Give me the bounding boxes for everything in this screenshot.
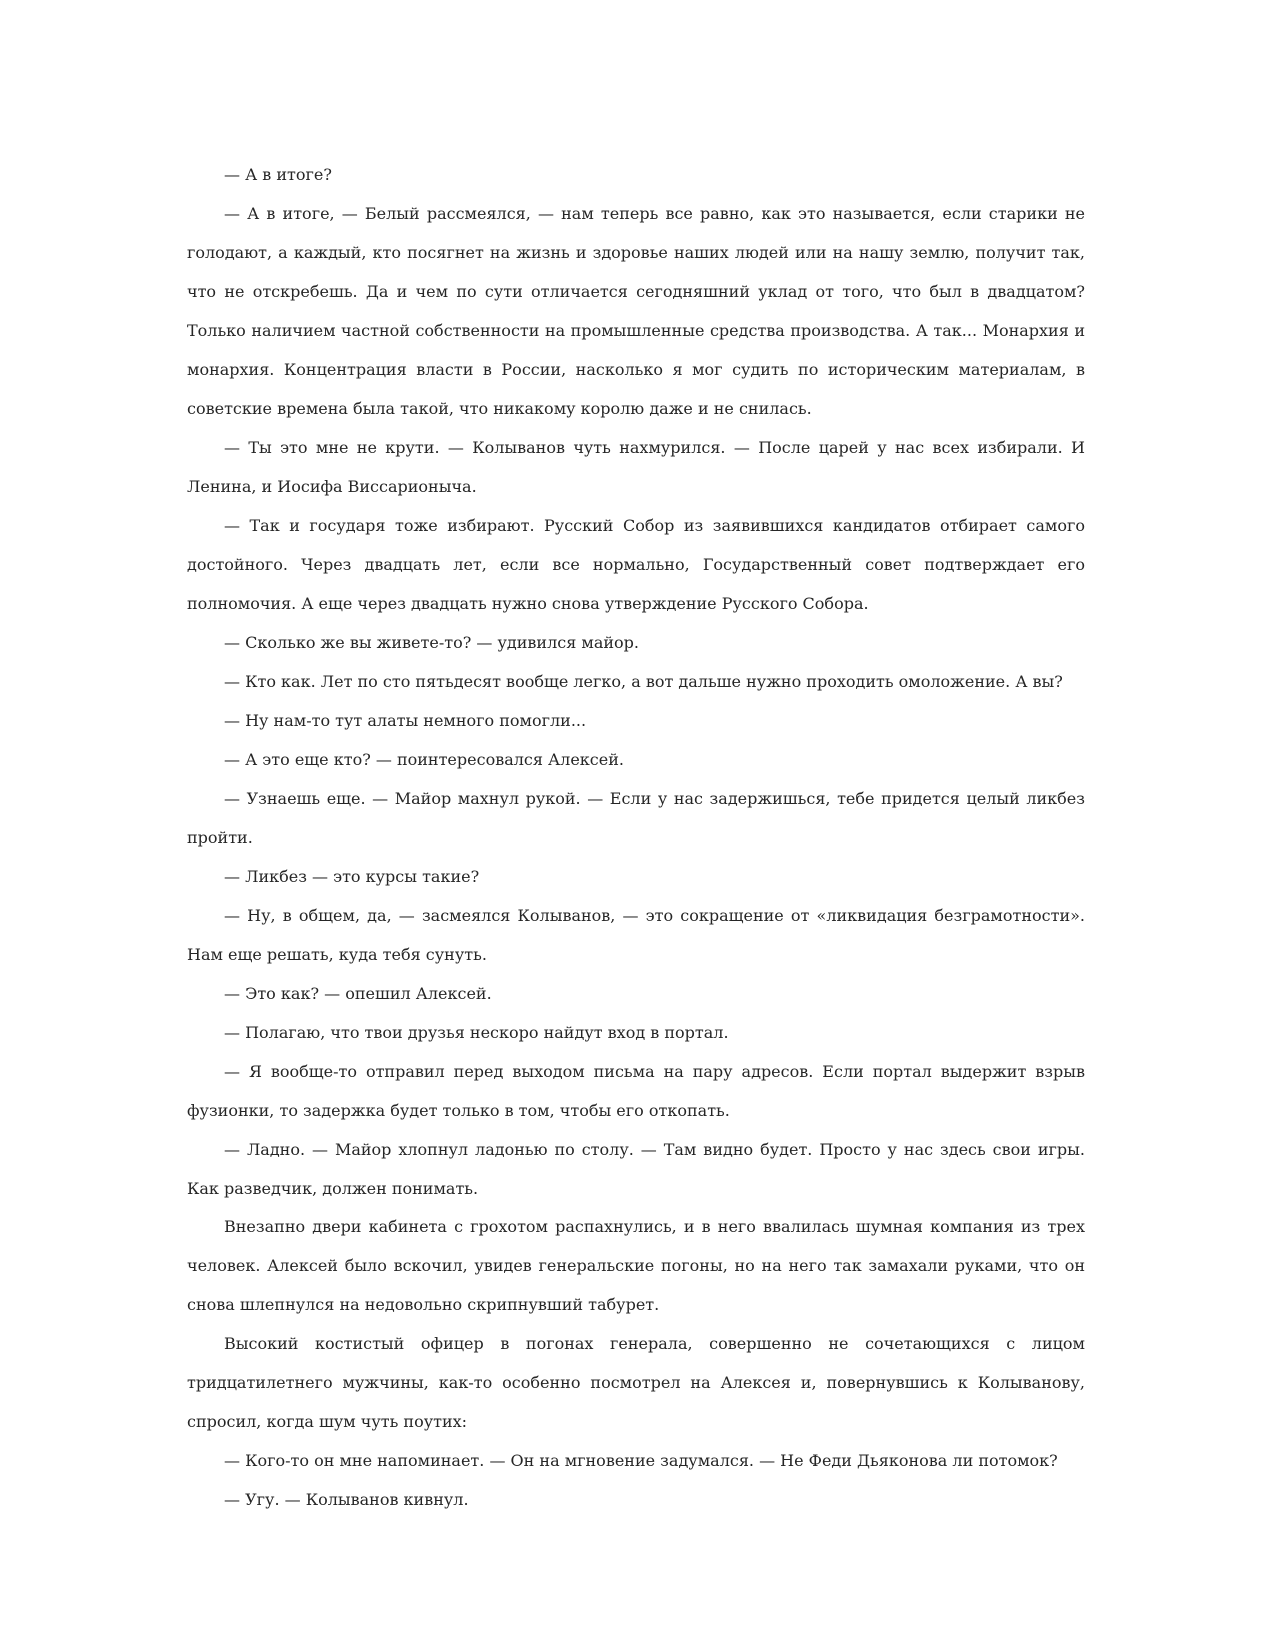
paragraph: — Это как? — опешил Алексей. (224, 984, 492, 1003)
paragraph: — Ну, в общем, да, — засмеялся Колыванов, — это сокращение от «ликвидация безграмотности». Нам еще решать, куда тебя сунуть. (187, 906, 1085, 964)
paragraph: — Ликбез — это курсы такие? (224, 867, 480, 886)
paragraph: — А в итоге, — Белый рассмеялся, — нам теперь все равно, как это называется, если старики не голодают, а каждый, кто посягнет на жизнь и здоровье наших людей или на нашу землю, получит так, что не отскребешь. Да и чем по сути отличается сегодняшний уклад от того, что был в двадцатом? Только наличием частной собственности на промышленные средства производства. А так... Монархия и монархия. Концентрация власти в России, насколько я мог судить по историческим материалам, в советские времена была такой, что никакому королю даже и не снилась. (187, 204, 1085, 418)
paragraph: — Угу. — Колыванов кивнул. (224, 1490, 469, 1509)
paragraph: — Так и государя тоже избирают. Русский Собор из заявившихся кандидатов отбирает самого достойного. Через двадцать лет, если все нормально, Государственный совет подтверждает его полномочия. А еще через двадцать нужно снова утверждение Русского Собора. (187, 516, 1085, 613)
text-section-2 (187, 1207, 1085, 1519)
paragraph: — Ну нам-то тут алаты немного помогли... (224, 711, 587, 730)
paragraph: — Сколько же вы живете-то? — удивился майор. (224, 633, 639, 652)
paragraph: — Полагаю, что твои друзья нескоро найдут вход в портал. (224, 1023, 729, 1042)
paragraph: — А это еще кто? — поинтересовался Алексей. (224, 750, 624, 769)
paragraph: — Кого-то он мне напоминает. — Он на мгновение задумался. — Не Феди Дьяконова ли потомок? (224, 1451, 1058, 1470)
paragraph: Внезапно двери кабинета с грохотом распахнулись, и в него ввалилась шумная компания из трех человек. Алексей было вскочил, увидев генеральские погоны, но на него так замахали руками, что он снова шлепнулся на недовольно скрипнувший табурет. (187, 1217, 1085, 1314)
paragraph: — Кто как. Лет по сто пятьдесят вообще легко, а вот дальше нужно проходить омоложение. А вы? (224, 672, 1063, 691)
text-section-1 (187, 155, 1085, 1208)
paragraph: — Ладно. — Майор хлопнул ладонью по столу. — Там видно будет. Просто у нас здесь свои игры. Как разведчик, должен понимать. (187, 1140, 1085, 1198)
paragraph: Высокий костистый офицер в погонах генерала, совершенно не сочетающихся с лицом тридцатилетнего мужчины, как-то особенно посмотрел на Алексея и, повернувшись к Колыванову, спросил, когда шум чуть поутих: (187, 1334, 1085, 1431)
paragraph: — Узнаешь еще. — Майор махнул рукой. — Если у нас задержишься, тебе придется целый ликбез пройти. (187, 789, 1085, 847)
paragraph: — Ты это мне не крути. — Колыванов чуть нахмурился. — После царей у нас всех избирали. И Ленина, и Иосифа Виссарионыча. (187, 438, 1085, 496)
paragraph: — А в итоге? (224, 165, 332, 184)
paragraph: — Я вообще-то отправил перед выходом письма на пару адресов. Если портал выдержит взрыв фузионки, то задержка будет только в том, чтобы его откопать. (187, 1062, 1085, 1120)
